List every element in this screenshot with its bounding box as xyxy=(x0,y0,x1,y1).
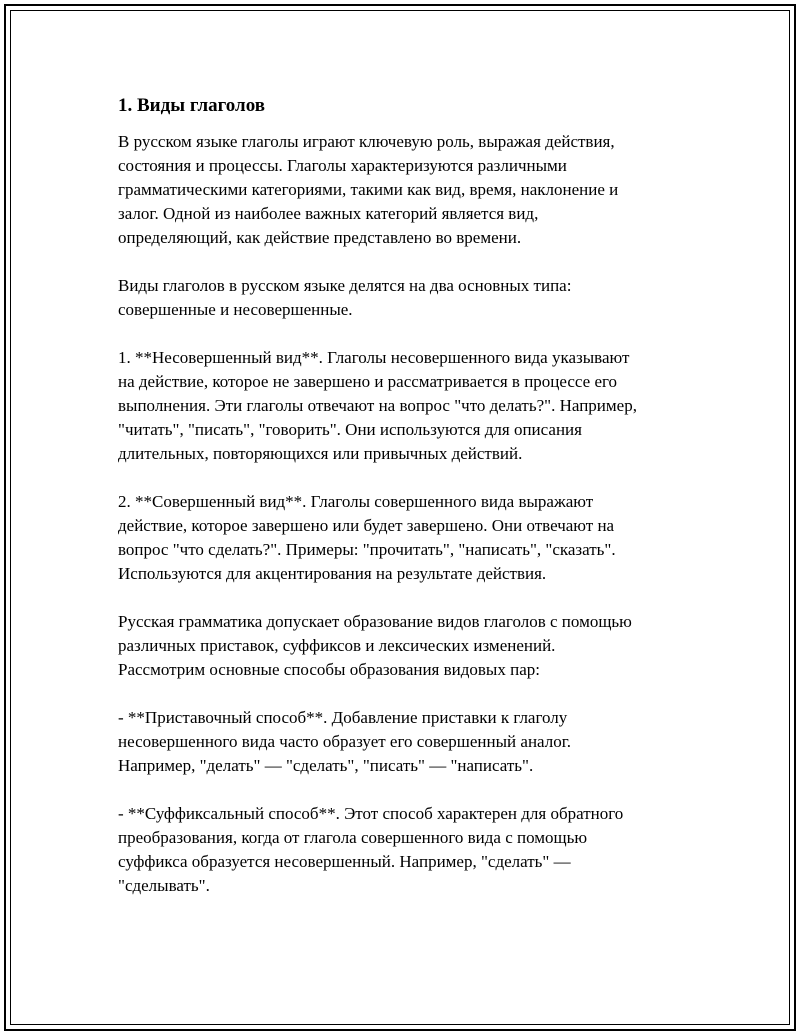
text-line: различных приставок, суффиксов и лексических изменений. xyxy=(118,636,556,655)
text-line: Рассмотрим основные способы образования видовых пар: xyxy=(118,660,540,679)
document-body xyxy=(118,93,698,922)
paragraph-intro xyxy=(118,130,698,250)
paragraph-types xyxy=(118,274,698,322)
paragraph-prefix-method xyxy=(118,706,698,778)
text-line: несовершенного вида часто образует его совершенный аналог. xyxy=(118,732,572,751)
text-line: действие, которое завершено или будет завершено. Они отвечают на xyxy=(118,516,615,535)
text-line: Виды глаголов в русском языке делятся на два основных типа: xyxy=(118,276,572,295)
text-line: вопрос "что сделать?". Примеры: "прочитать", "написать", "сказать". xyxy=(118,540,616,559)
text-line: Русская грамматика допускает образование видов глаголов с помощью xyxy=(118,612,632,631)
text-line: В русском языке глаголы играют ключевую роль, выражая действия, xyxy=(118,132,615,151)
text-line: состояния и процессы. Глаголы характеризуются различными xyxy=(118,156,567,175)
paragraph-suffix-method xyxy=(118,802,698,898)
text-line: 2. **Совершенный вид**. Глаголы совершенного вида выражают xyxy=(118,492,594,511)
text-line: длительных, повторяющихся или привычных действий. xyxy=(118,444,523,463)
text-line: - **Приставочный способ**. Добавление приставки к глаголу xyxy=(118,708,568,727)
paragraph-perfective xyxy=(118,490,698,586)
paragraph-formation xyxy=(118,610,698,682)
text-line: залог. Одной из наиболее важных категорий является вид, xyxy=(118,204,539,223)
text-line: грамматическими категориями, такими как вид, время, наклонение и xyxy=(118,180,619,199)
paragraph-imperfective xyxy=(118,346,698,466)
text-line: совершенные и несовершенные. xyxy=(118,300,353,319)
text-line: - **Суффиксальный способ**. Этот способ характерен для обратного xyxy=(118,804,624,823)
text-line: 1. **Несовершенный вид**. Глаголы несовершенного вида указывают xyxy=(118,348,630,367)
text-line: определяющий, как действие представлено во времени. xyxy=(118,228,522,247)
text-line: Используются для акцентирования на результате действия. xyxy=(118,564,547,583)
text-line: "сделывать". xyxy=(118,876,210,895)
text-line: преобразования, когда от глагола совершенного вида с помощью xyxy=(118,828,588,847)
text-line: Например, "делать" — "сделать", "писать" — "написать". xyxy=(118,756,534,775)
text-line: выполнения. Эти глаголы отвечают на вопрос "что делать?". Например, xyxy=(118,396,637,415)
text-line: суффикса образуется несовершенный. Например, "сделать" — xyxy=(118,852,571,871)
text-line: на действие, которое не завершено и рассматривается в процессе его xyxy=(118,372,618,391)
section-heading: 1. Виды глаголов xyxy=(118,95,265,116)
text-line: "читать", "писать", "говорить". Они используются для описания xyxy=(118,420,582,439)
